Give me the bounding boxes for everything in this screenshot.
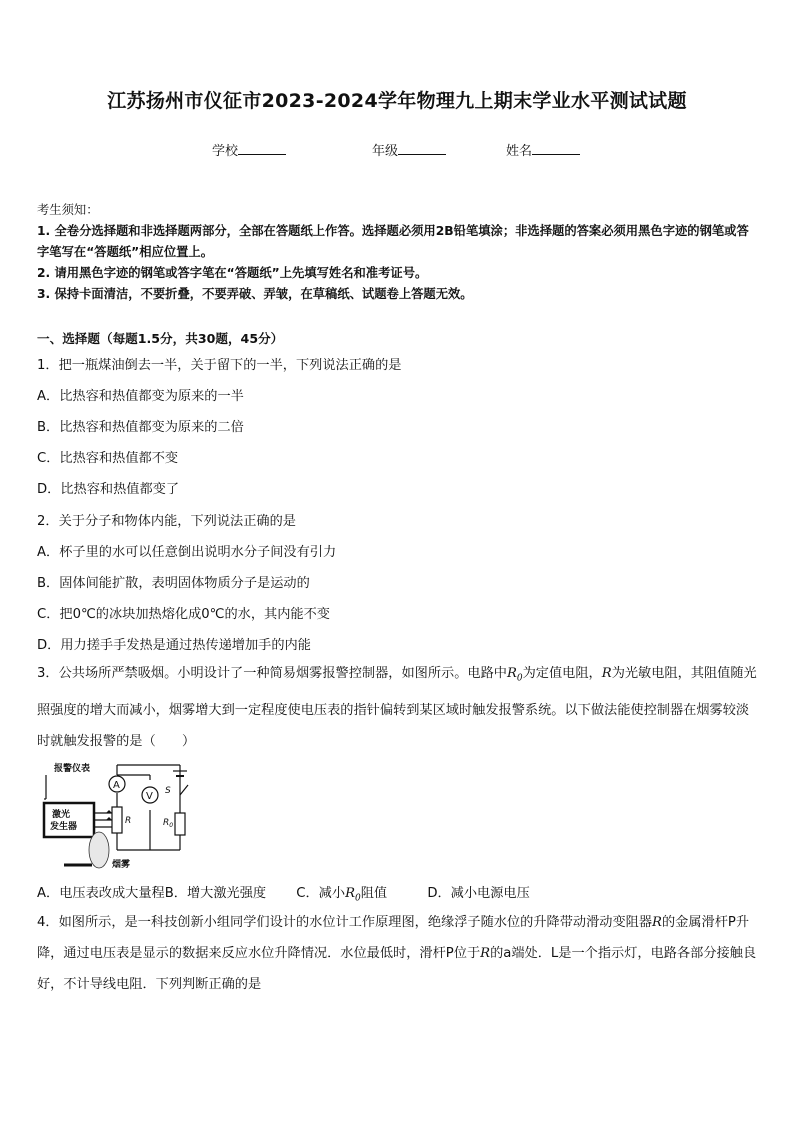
q1-stem: 1．把一瓶煤油倒去一半，关于留下的一半，下列说法正确的是 (37, 358, 402, 373)
school-label: 学校 (212, 144, 239, 159)
q1-option-d: D．比热容和热值都变了 (37, 482, 180, 497)
fig-voltmeter-label: V (146, 791, 153, 802)
q3-option-c-sub: 0 (355, 893, 361, 904)
q3-option-b: B．增大激光强度 (164, 886, 267, 901)
q3-option-c-part-b: 阻值 (360, 886, 388, 901)
school-blank (238, 142, 286, 155)
fig-laser-line-2: 发生器 (50, 822, 78, 832)
q3-r-symbol: R (601, 666, 612, 681)
fig-alarm-label: 报警仪表 (54, 764, 91, 774)
q3-r0-letter: R (506, 666, 517, 681)
q3-stem-part-c: 为光敏电阻，其阻值随光照强度的增大而减小，烟雾增大到一定程度使电压表的指针偏转到某区域时触发报警系统。以下做法能使控制器在烟雾较淡时就触发报警的是（ ） (37, 666, 757, 749)
q3-r0-sub: 0 (516, 673, 523, 684)
q2-option-d: D．用力搓手手发热是通过热传递增加手的内能 (37, 638, 311, 653)
q1-option-b: B．比热容和热值都变为原来的二倍 (37, 420, 244, 435)
exam-title: 江苏扬州市仪征市2023-2024学年物理九上期末学业水平测试试题 (107, 90, 687, 112)
q4-stem-part-b: 的金属滑杆P升降，通过电压表是显示的数据来反应水位升降情况．水位最低时，滑杆P位于 (37, 915, 750, 961)
fig-smoke-label: 烟雾 (112, 860, 131, 870)
q1-option-a: A．比热容和热值都变为原来的一半 (37, 389, 244, 404)
school-field (212, 140, 286, 159)
q2-option-b: B．固体间能扩散，表明固体物质分子是运动的 (37, 576, 310, 591)
q3-option-c-r0 (345, 886, 361, 904)
smoke-plume (89, 832, 109, 868)
grade-blank (398, 142, 446, 155)
section-heading: 一、选择题（每题1.5分，共30题，45分） (37, 331, 284, 346)
q4-stem-part-a: 4．如图所示，是一科技创新小组同学们设计的水位计工作原理图，绝缘浮子随水位的升降带动滑动变阻器 (37, 915, 653, 930)
fig-r0-letter: R (163, 818, 170, 828)
fig-ammeter-label: A (113, 780, 120, 791)
q3-option-c (296, 882, 387, 904)
q2-option-c: C．把0℃的冰块加热熔化成0℃的水，其内能不变 (37, 607, 330, 622)
q2-option-a: A．杯子里的水可以任意倒出说明水分子间没有引力 (37, 545, 337, 560)
q3-option-a: A．电压表改成大量程 (37, 886, 165, 901)
name-blank (532, 142, 580, 155)
q3-option-d: D．减小电源电压 (427, 886, 530, 901)
q2-stem: 2．关于分子和物体内能，下列说法正确的是 (37, 514, 296, 529)
fig-switch-label: S (165, 786, 171, 796)
q3-stem-part-a: 3．公共场所严禁吸烟。小明设计了一种简易烟雾报警控制器，如图所示。电路中 (37, 666, 507, 681)
fig-r-label: R (125, 816, 132, 826)
q3-option-c-r: R (345, 886, 355, 901)
q4-stem-part-c: 的a端处．L是一个指示灯，电路各部分接触良好，不计导线电阻．下列判断正确的是 (37, 946, 757, 992)
fig-r0-sub: 0 (169, 822, 174, 829)
notice-item-3: 3. 保持卡面清洁，不要折叠，不要弄破、弄皱，在草稿纸、试题卷上答题无效。 (37, 287, 473, 301)
q1-option-c: C．比热容和热值都不变 (37, 451, 179, 466)
grade-field (372, 140, 446, 159)
fig-r0-label (163, 818, 173, 829)
fig-laser-line-1: 激光 (52, 810, 71, 820)
notice-item-2: 2. 请用黑色字迹的钢笔或答字笔在“答题纸”上先填写姓名和准考证号。 (37, 266, 428, 280)
name-field (506, 140, 580, 159)
q3-stem (37, 658, 759, 757)
notice-heading: 考生须知： (37, 203, 99, 217)
exam-notice (37, 200, 759, 305)
notice-item-1: 1. 全卷分选择题和非选择题两部分，全部在答题纸上作答。选择题必须用2B铅笔填涂；非选择题的答案必须用黑色字迹的钢笔或答字笔写在“答题纸”相应位置上。 (37, 224, 749, 259)
grade-label: 年级 (372, 144, 399, 159)
q4-r-symbol: R (652, 915, 662, 930)
name-label: 姓名 (506, 144, 533, 159)
q3-r0-symbol (506, 666, 523, 684)
q3-option-c-part-a: C．减小 (296, 886, 346, 901)
smoke-alarm-circuit-figure (40, 755, 200, 875)
q3-options (37, 882, 530, 904)
q4-stem (37, 907, 759, 1000)
q3-stem-part-b: 为定值电阻， (522, 666, 602, 681)
q4-r-symbol-2: R (480, 946, 491, 961)
